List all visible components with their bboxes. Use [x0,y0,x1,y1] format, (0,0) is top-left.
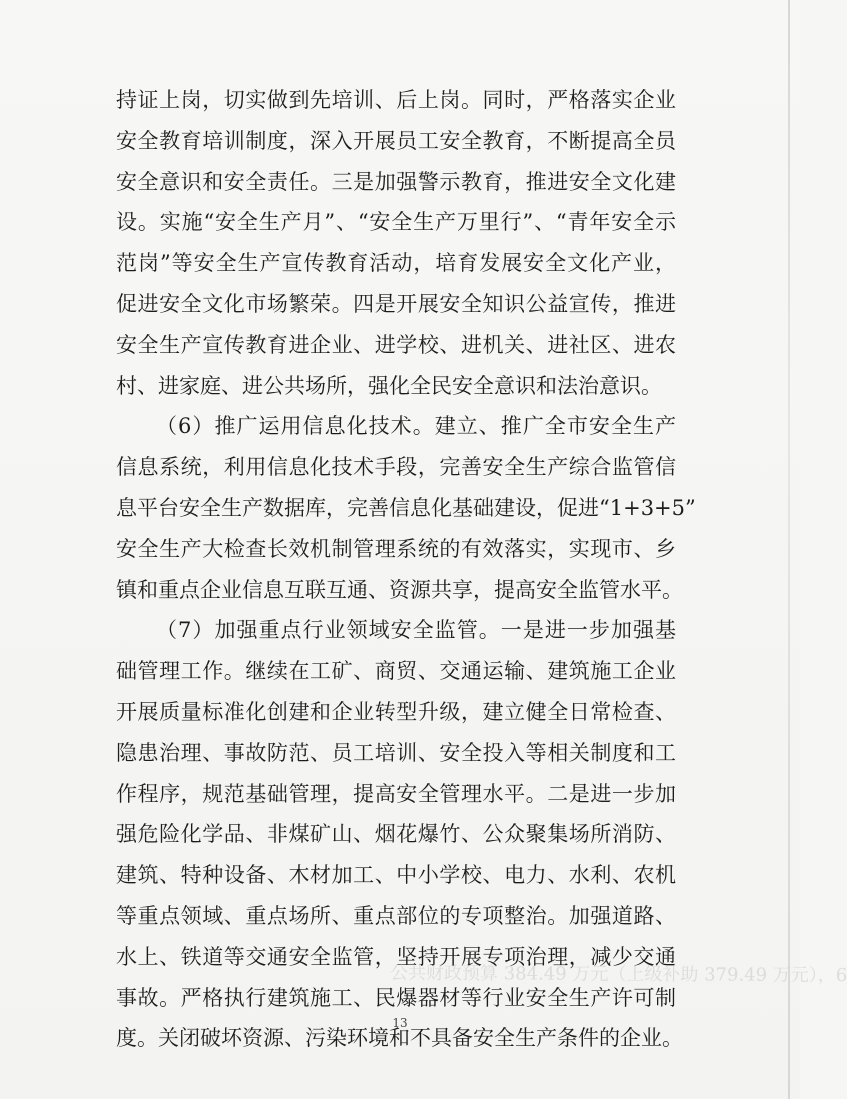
text-line: 范岗”等安全生产宣传教育活动，培育发展安全文化产业， [116,251,676,276]
text-line: 等重点领域、重点场所、重点部位的专项整治。加强道路、 [116,903,676,928]
page-edge [788,0,790,1099]
text-line: 息平台安全生产数据库，完善信息化基础建设，促进“1+3+5” [116,495,696,520]
text-line: 促进安全文化市场繁荣。四是开展安全知识公益宣传，推进 [116,291,676,316]
text-line: 持证上岗，切实做到先培训、后上岗。同时，严格落实企业 [116,88,676,112]
text-line: 安全教育培训制度，深入开展员工安全教育，不断提高全员 [116,128,676,153]
text-line: 水上、铁道等交通安全监管，坚持开展专项治理，减少交通 [116,944,676,969]
text-line: 设。实施“安全生产月”、“安全生产万里行”、“青年安全示 [116,210,676,235]
text-line: 安全生产宣传教育进企业、进学校、进机关、进社区、进农 [116,332,676,357]
text-line: 隐患治理、事故防范、员工培训、安全投入等相关制度和工 [116,740,676,765]
text-line: 事故。严格执行建筑施工、民爆器材等行业安全生产许可制 [116,985,676,1010]
text-line: 村、进家庭、进公共场所，强化全民安全意识和法治意识。 [116,373,662,398]
text-line: 作程序，规范基础管理，提高安全管理水平。二是进一步加 [116,781,676,806]
text-line: 度。关闭破坏资源、污染环境和不具备安全生产条件的企业。 [116,1026,683,1051]
text-line: 开展质量标准化创建和企业转型升级，建立健全日常检查、 [116,699,676,724]
text-line: 镇和重点企业信息互联互通、资源共享，提高安全监管水平。 [116,577,683,602]
text-line: 安全生产大检查长效机制管理系统的有效落实，实现市、乡 [116,536,676,561]
bleed-through-text: 公共财政预算 384.49 万元（上级补助 379.49 万元），6 [389,962,847,987]
text-line: 信息系统，利用信息化技术手段，完善安全生产综合监管信 [116,455,676,480]
section-heading-line: （7）加强重点行业领域安全监管。一是进一步加强基 [156,618,676,643]
section-heading-line: （6）推广运用信息化技术。建立、推广全市安全生产 [156,414,676,439]
text-line: 础管理工作。继续在工矿、商贸、交通运输、建筑施工企业 [116,659,676,684]
text-line: 强危险化学品、非煤矿山、烟花爆竹、公众聚集场所消防、 [116,822,676,847]
text-line: 安全意识和安全责任。三是加强警示教育，推进安全文化建 [116,169,676,194]
page-number: 13 [392,1016,408,1030]
body-text [116,80,696,1059]
text-line: 建筑、特种设备、木材加工、中小学校、电力、水利、农机 [116,863,676,888]
